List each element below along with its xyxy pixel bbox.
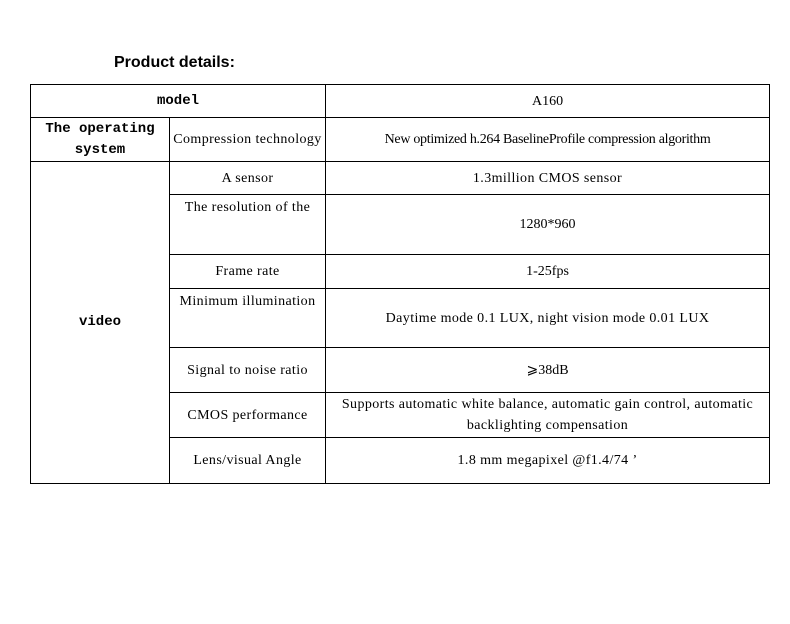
compression-technology-value: New optimized h.264 BaselineProfile compression algorithm [326,118,770,162]
spec-value: 1.8 mm megapixel @f1.4/74 ’ [326,438,770,484]
spec-value: 1.3million CMOS sensor [326,162,770,195]
spec-label: Minimum illumination [170,289,326,348]
table-row [31,118,770,162]
spec-value: 1280*960 [326,195,770,255]
spec-value: Supports automatic white balance, automatic gain control, automatic backlighting compensation [326,393,770,438]
spec-label: A sensor [170,162,326,195]
model-label: model [31,85,326,118]
spec-value: 1-25fps [326,255,770,289]
spec-value: ⩾38dB [326,348,770,393]
video-label: video [31,162,170,484]
table-row [31,162,770,195]
page-heading: Product details: [114,54,235,71]
spec-label: CMOS performance [170,393,326,438]
model-value: A160 [326,85,770,118]
product-details-table [30,84,770,484]
spec-value: Daytime mode 0.1 LUX, night vision mode 0.01 LUX [326,289,770,348]
spec-label: Signal to noise ratio [170,348,326,393]
spec-label: Lens/visual Angle [170,438,326,484]
spec-label: Frame rate [170,255,326,289]
compression-technology-label: Compression technology [170,118,326,162]
underline-mark [668,483,692,484]
underline-mark [90,483,114,484]
operating-system-label: The operating system [31,118,170,162]
spec-label: The resolution of the [170,195,326,255]
table-row [31,85,770,118]
